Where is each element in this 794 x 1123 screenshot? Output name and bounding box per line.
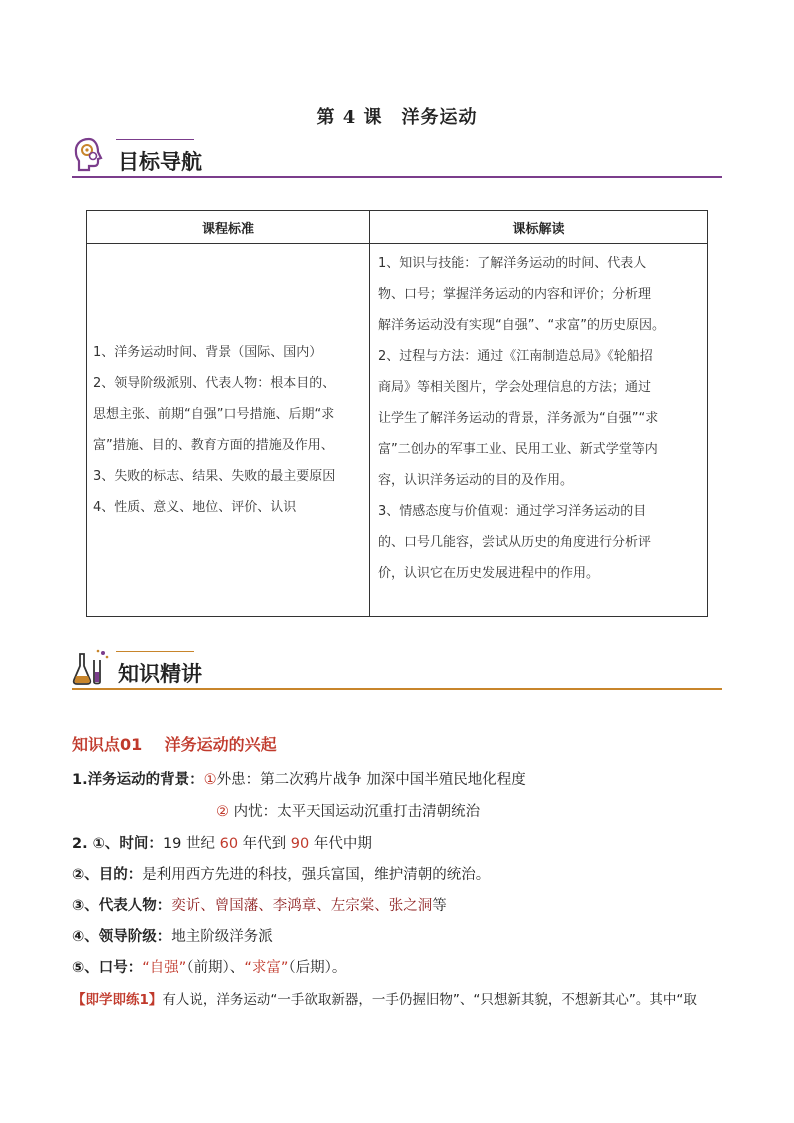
interpretation-line: 1、知识与技能：了解洋务运动的时间、代表人	[378, 256, 647, 271]
practice-text: 有人说，洋务运动“一手欲取新器，一手仍握旧物”、“只想新其貌，不想新其心”。其中“取	[162, 992, 697, 1008]
standard-item: 1、洋务运动时间、背景（国际、国内）	[93, 345, 323, 360]
interpretation-line: 的、口号几能容，尝试从历史的角度进行分析评	[378, 535, 652, 550]
item1-text: 外患：第二次鸦片战争 加深中国半殖民地化程度	[216, 772, 526, 788]
people-line	[72, 894, 447, 915]
item1-number: ①	[203, 772, 217, 788]
page-title: 第 4 课 洋务运动	[316, 107, 478, 128]
standards-cell	[87, 244, 370, 617]
flask-icon	[72, 648, 110, 686]
interpretation-line: 容，认识洋务运动的目的及作用。	[378, 473, 574, 488]
standard-item: 富”措施、目的、教育方面的措施及作用、	[93, 438, 334, 453]
slogan-label: ⑤、口号：	[72, 960, 143, 976]
knowledge-point-number: 知识点01	[72, 735, 143, 754]
interpretation-line: 价，认识它在历史发展进程中的作用。	[378, 566, 600, 581]
section1-label: 目标导航	[118, 150, 202, 174]
table-header-right: 课标解读	[370, 211, 708, 244]
time-text-2: 年代到	[238, 836, 291, 852]
interpretation-line: 3、情感态度与价值观：通过学习洋务运动的目	[378, 504, 647, 519]
time-text-1: 19 世纪	[162, 836, 220, 852]
brain-gears-icon	[72, 136, 108, 174]
section2-rule	[72, 688, 722, 690]
time-text-3: 年代中期	[309, 836, 372, 852]
slogan-period-2: （后期）。	[288, 960, 347, 976]
item2-text: 内忧：太平天国运动沉重打击清朝统治	[229, 804, 481, 820]
knowledge-point-text: 洋务运动的兴起	[164, 735, 277, 754]
interpretation-line: 物、口号；掌握洋务运动的内容和评价；分析理	[378, 287, 652, 302]
knowledge-point-title	[72, 732, 277, 755]
practice-tag: 【即学即练1】	[72, 992, 163, 1008]
interpretation-line: 让学生了解洋务运动的背景，洋务派为“自强”“求	[378, 411, 659, 426]
table-header-left: 课程标准	[87, 211, 370, 244]
section2-label: 知识精讲	[118, 662, 202, 686]
background-label: 1.洋务运动的背景：	[72, 772, 204, 788]
section1-header	[72, 136, 722, 180]
standard-item: 2、领导阶级派别、代表人物：根本目的、	[93, 376, 336, 391]
people-names: 奕䜣、曾国藩、李鸿章、左宗棠、张之洞	[171, 898, 433, 914]
leader-label: ④、领导阶级：	[72, 929, 172, 945]
item2-number: ②	[216, 804, 229, 820]
purpose-line	[72, 863, 490, 884]
interpretation-line: 富”二创办的军事工业、民用工业、新式学堂等内	[378, 442, 658, 457]
slogan-quote-2: “求富”	[244, 960, 289, 976]
slogan-period-1: （前期）、	[186, 960, 245, 976]
interpretation-line: 商局》等相关图片，学会处理信息的方法；通过	[378, 380, 652, 395]
practice-line	[72, 988, 697, 1008]
purpose-text: 是利用西方先进的科技，强兵富国，维护清朝的统治。	[142, 867, 491, 883]
section2-header	[72, 648, 722, 692]
people-label: ③、代表人物：	[72, 898, 172, 914]
slogan-line	[72, 956, 346, 977]
standard-item: 4、性质、意义、地位、评价、认识	[93, 500, 297, 515]
standard-item: 思想主张、前期“自强”口号措施、后期“求	[93, 407, 335, 422]
purpose-label: ②、目的：	[72, 867, 143, 883]
time-number-1: 60	[219, 836, 239, 852]
slogan-quote-1: “自强”	[142, 960, 187, 976]
interpretation-line: 解洋务运动没有实现“自强”、“求富”的历史原因。	[378, 318, 665, 333]
interpretation-cell	[370, 244, 708, 617]
standard-item: 3、失败的标志、结果、失败的最主要原因	[93, 469, 336, 484]
time-number-2: 90	[290, 836, 310, 852]
background-line-2	[216, 800, 480, 821]
people-suffix: 等	[432, 898, 447, 914]
time-line	[72, 832, 372, 853]
leader-text: 地主阶级洋务派	[171, 929, 273, 945]
background-line-1	[72, 768, 526, 789]
leader-line	[72, 925, 273, 946]
interpretation-line: 2、过程与方法：通过《江南制造总局》《轮船招	[378, 349, 653, 364]
standards-table	[86, 210, 708, 617]
time-label: 2. ①、时间：	[72, 836, 163, 852]
section1-rule	[72, 176, 722, 178]
